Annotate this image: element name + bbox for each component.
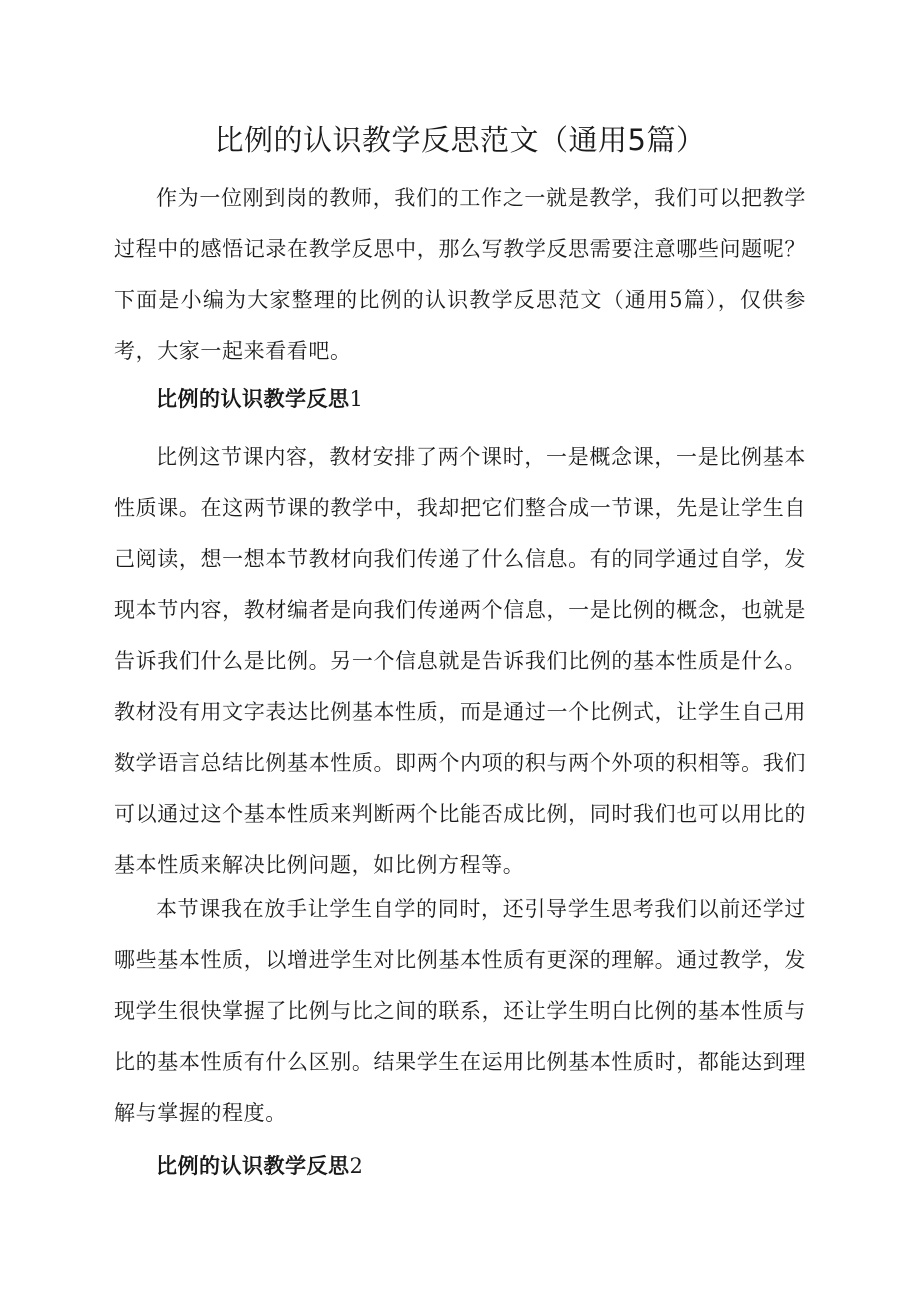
- section-heading-text: 比例的认识教学反思: [156, 386, 350, 411]
- intro-paragraph: 作为一位刚到岗的教师，我们的工作之一就是教学，我们可以把教学过程中的感悟记录在教学反思中，那么写教学反思需要注意哪些问题呢？下面是小编为大家整理的比例的认识教学反思范文（通用5篇），仅供参考，大家一起来看看吧。: [114, 186, 806, 363]
- section-1-paragraph-2: 本节课我在放手让学生自学的同时，还引导学生思考我们以前还学过哪些基本性质，以增进学生对比例基本性质有更深的理解。通过教学，发现学生很快掌握了比例与比之间的联系，还让学生明白比例的基本性质与比的基本性质有什么区别。结果学生在运用比例基本性质时，都能达到理解与掌握的程度。: [114, 897, 806, 1125]
- section-heading-number: 2: [349, 1154, 364, 1178]
- section-heading-number: 1: [349, 387, 364, 411]
- section-heading-text: 比例的认识教学反思: [156, 1153, 350, 1178]
- section-heading-2: [156, 1146, 363, 1186]
- document-title: 比例的认识教学反思范文（通用5篇）: [214, 123, 706, 157]
- section-heading-1: [156, 379, 363, 419]
- section-1-paragraph-1: 比例这节课内容，教材安排了两个课时，一是概念课，一是比例基本性质课。在这两节课的教学中，我却把它们整合成一节课，先是让学生自己阅读，想一想本节教材向我们传递了什么信息。有的同学通过自学，发现本节内容，教材编者是向我们传递两个信息，一是比例的概念，也就是告诉我们什么是比例。另一个信息就是告诉我们比例的基本性质是什么。教材没有用文字表达比例基本性质，而是通过一个比例式，让学生自己用数学语言总结比例基本性质。即两个内项的积与两个外项的积相等。我们可以通过这个基本性质来判断两个比能否成比例，同时我们也可以用比的基本性质来解决比例问题，如比例方程等。: [114, 445, 806, 877]
